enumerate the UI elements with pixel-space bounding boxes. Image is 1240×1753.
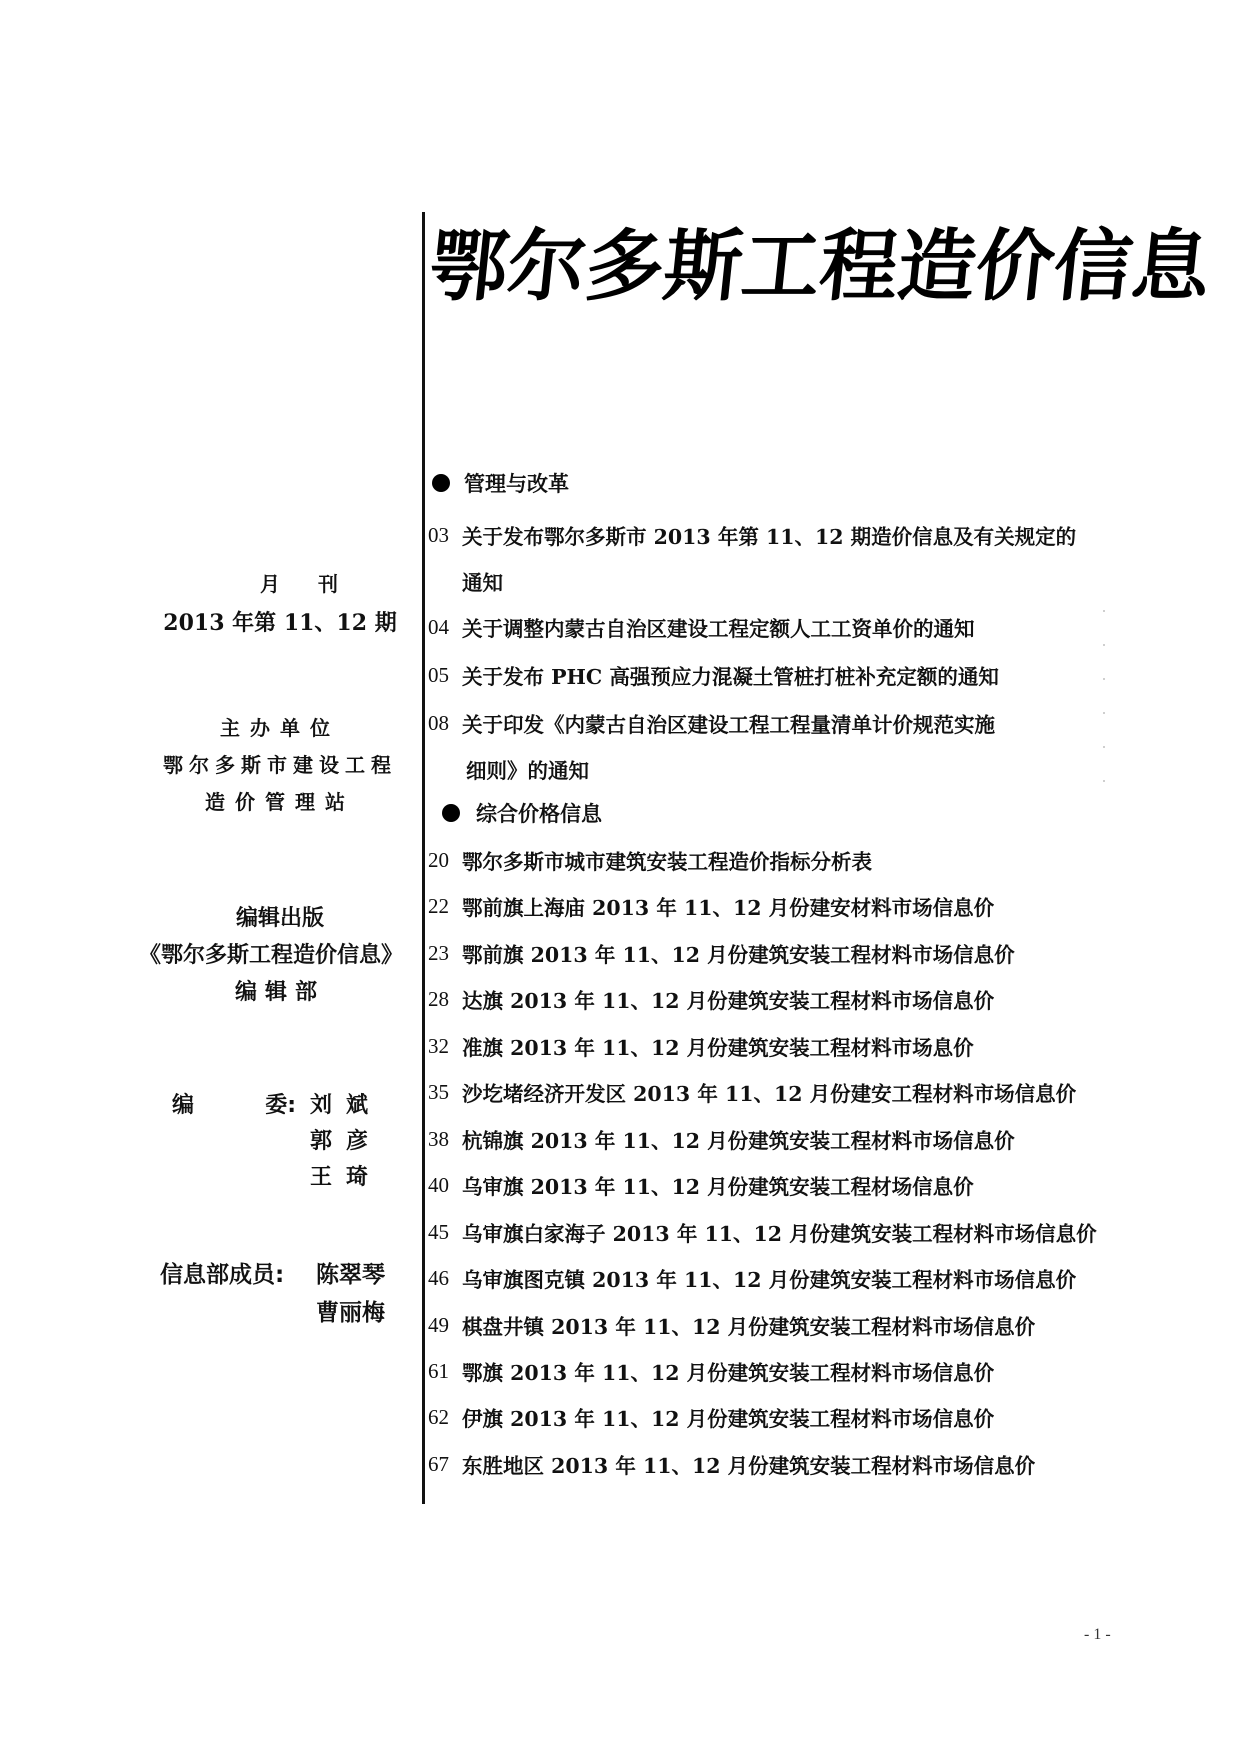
toc-entry-title: 关于印发《内蒙古自治区建设工程工程量清单计价规范实施 — [462, 713, 995, 737]
toc-entry[interactable] — [428, 1310, 1035, 1340]
sponsor-block — [150, 710, 410, 821]
toc-entry-continuation: 细则》的通知 — [466, 759, 589, 783]
toc-entry-continuation: 通知 — [462, 571, 503, 595]
page-number: - 1 - — [1084, 1626, 1111, 1643]
toc-entry[interactable] — [428, 984, 994, 1014]
toc-entry-title: 关于调整内蒙古自治区建设工程定额人工工资单价的通知 — [462, 617, 975, 641]
committee-member: 郭彦 — [310, 1129, 383, 1154]
toc-entry-title: 鄂尔多斯市城市建筑安装工程造价指标分析表 — [462, 850, 872, 874]
sponsor-name-line1: 鄂尔多斯市建设工程 — [163, 753, 397, 777]
toc-entry-title: 杭锦旗 2013 年 11、12 月份建筑安装工程材料市场信息价 — [462, 1129, 1015, 1153]
info-dept-members — [160, 1256, 385, 1332]
toc-page-number: 20 — [428, 847, 449, 872]
issue-number: 2013 年第 11、12 期 — [163, 610, 397, 636]
editorial-committee — [172, 1088, 382, 1196]
toc-entry[interactable] — [428, 1217, 1097, 1247]
toc-entry[interactable] — [428, 845, 872, 875]
toc-page-number: 35 — [428, 1079, 449, 1104]
masthead-char: 尔 — [503, 221, 591, 312]
toc-entry-title: 达旗 2013 年 11、12 月份建筑安装工程材料市场信息价 — [462, 989, 995, 1013]
section-heading: 综合价格信息 — [442, 798, 602, 828]
toc-page-number: 22 — [428, 893, 449, 918]
masthead-char: 多 — [581, 221, 669, 312]
toc-page-number: 45 — [428, 1219, 449, 1244]
masthead-char: 价 — [971, 221, 1059, 312]
vertical-divider-rule — [422, 212, 425, 1504]
toc-entry[interactable] — [428, 1170, 974, 1200]
toc-entry[interactable] — [428, 708, 995, 738]
toc-entry[interactable] — [428, 1124, 1015, 1154]
section-heading: 管理与改革 — [432, 468, 569, 498]
toc-entry-title: 乌审旗图克镇 2013 年 11、12 月份建筑安装工程材料市场信息价 — [462, 1268, 1077, 1292]
toc-page-number: 03 — [428, 522, 449, 547]
toc-page-number: 46 — [428, 1265, 449, 1290]
toc-entry[interactable] — [428, 1077, 1076, 1107]
masthead-char: 工 — [737, 221, 825, 312]
toc-page-number: 61 — [428, 1358, 449, 1383]
toc-entry[interactable] — [428, 1263, 1076, 1293]
committee-member: 王琦 — [310, 1165, 383, 1190]
toc-entry-title: 准旗 2013 年 11、12 月份建筑安装工程材料市场息价 — [462, 1036, 974, 1060]
toc-page-number: 32 — [428, 1033, 449, 1058]
masthead-title — [424, 212, 1215, 322]
toc-page-number: 40 — [428, 1172, 449, 1197]
toc-entry-title: 乌审旗白家海子 2013 年 11、12 月份建筑安装工程材料市场信息价 — [462, 1222, 1097, 1246]
toc-entry-title: 乌审旗 2013 年 11、12 月份建筑安装工程材场信息价 — [462, 1175, 974, 1199]
sponsor-name-line2: 造价管理站 — [205, 790, 355, 814]
info-member: 陈翠琴 — [316, 1262, 385, 1288]
publication-name: 《鄂尔多斯工程造价信息》 — [138, 943, 403, 968]
info-member: 曹丽梅 — [316, 1300, 385, 1326]
edit-publish-label: 编辑出版 — [235, 906, 324, 931]
toc-entry-title: 东胜地区 2013 年 11、12 月份建筑安装工程材料市场信息价 — [462, 1454, 1036, 1478]
committee-label-b: 委: — [265, 1093, 296, 1118]
editorial-dept: 编辑部 — [234, 980, 325, 1005]
masthead-char: 斯 — [659, 221, 747, 312]
toc-page-number: 08 — [428, 710, 449, 735]
toc-entry[interactable] — [428, 660, 999, 690]
toc-page-number: 05 — [428, 662, 449, 687]
toc-page-number: 23 — [428, 940, 449, 965]
toc-entry-title: 鄂前旗 2013 年 11、12 月份建筑安装工程材料市场信息价 — [462, 943, 1015, 967]
toc-entry[interactable] — [428, 520, 1076, 550]
toc-entry[interactable] — [428, 891, 994, 921]
masthead-char: 信 — [1049, 221, 1137, 312]
toc-entry[interactable] — [428, 1449, 1035, 1479]
masthead-char: 程 — [815, 221, 903, 312]
masthead-char: 造 — [893, 221, 981, 312]
publication-frequency: 月刊 — [260, 572, 376, 596]
toc-entry-title: 鄂前旗上海庙 2013 年 11、12 月份建安材料市场信息价 — [462, 896, 995, 920]
toc-page-number: 04 — [428, 614, 449, 639]
toc-page-number: 67 — [428, 1451, 449, 1476]
toc-page-number: 62 — [428, 1404, 449, 1429]
sponsor-label: 主办单位 — [220, 716, 340, 740]
toc-entry[interactable] — [428, 1402, 994, 1432]
toc-entry-title: 鄂旗 2013 年 11、12 月份建筑安装工程材料市场信息价 — [462, 1361, 995, 1385]
toc-page-number: 38 — [428, 1126, 449, 1151]
toc-page-number: 28 — [428, 986, 449, 1011]
bullet-icon — [442, 804, 460, 822]
masthead-char: 息 — [1127, 221, 1215, 312]
info-members-label: 信息部成员: — [160, 1262, 285, 1288]
toc-entry-title: 关于发布鄂尔多斯市 2013 年第 11、12 期造价信息及有关规定的 — [462, 525, 1077, 549]
committee-label-a: 编 — [172, 1093, 195, 1118]
toc-entry[interactable] — [428, 1031, 974, 1061]
toc-entry-title: 关于发布 PHC 高强预应力混凝土管桩打桩补充定额的通知 — [462, 665, 999, 689]
bullet-icon — [432, 474, 450, 492]
masthead-char: 鄂 — [425, 221, 513, 312]
toc-entry[interactable] — [428, 1356, 994, 1386]
toc-entry-title: 沙圪堵经济开发区 2013 年 11、12 月份建安工程材料市场信息价 — [462, 1082, 1077, 1106]
committee-member: 刘斌 — [310, 1093, 383, 1118]
toc-entry-title: 伊旗 2013 年 11、12 月份建筑安装工程材料市场信息价 — [462, 1407, 995, 1431]
toc-entry[interactable] — [428, 612, 975, 642]
edit-publish-block — [138, 900, 410, 1011]
toc-page-number: 49 — [428, 1312, 449, 1337]
toc-entry-title: 棋盘井镇 2013 年 11、12 月份建筑安装工程材料市场信息价 — [462, 1315, 1036, 1339]
toc-entry[interactable] — [428, 938, 1015, 968]
scan-specks — [1103, 610, 1105, 790]
